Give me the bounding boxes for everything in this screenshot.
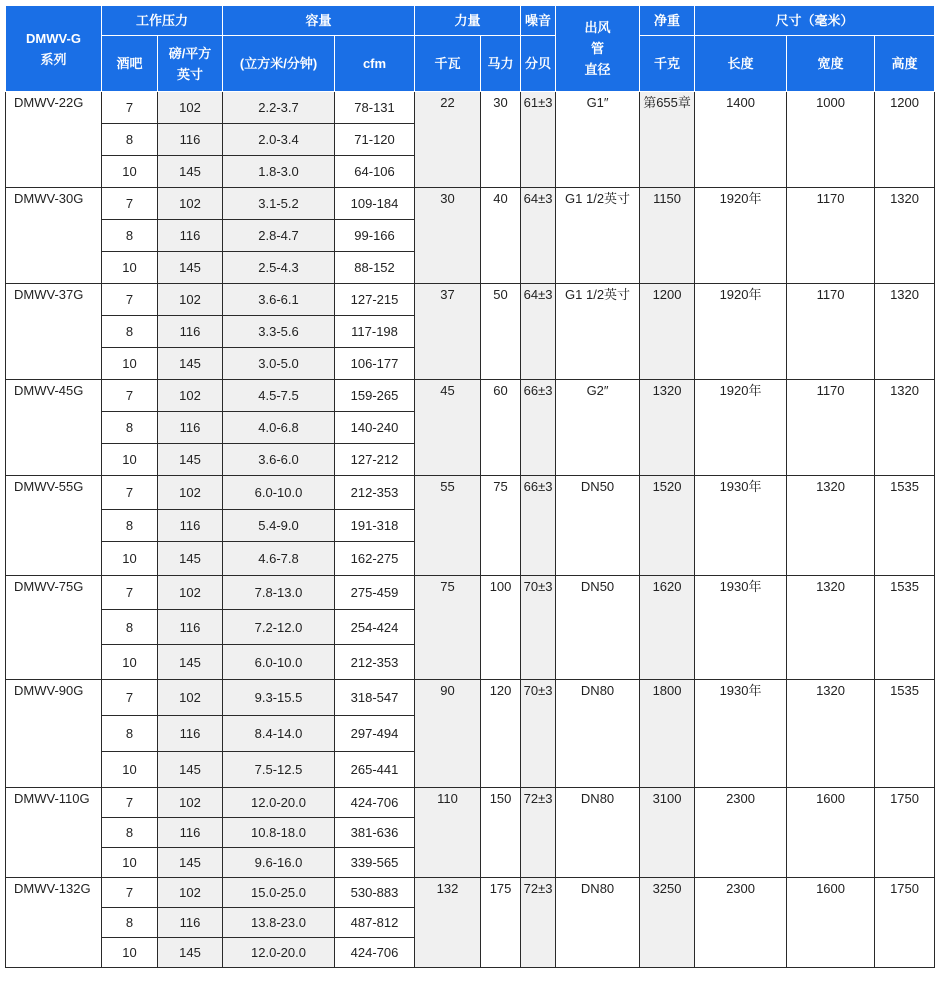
capacity-cfm-cell: 212-353 [335,476,415,510]
bar-cell: 7 [102,788,158,818]
width-cell: 1320 [787,680,875,788]
bar-cell: 8 [102,412,158,444]
bar-cell: 10 [102,938,158,968]
length-cell: 1930年 [695,680,787,788]
capacity-m3-cell: 2.8-4.7 [223,220,335,252]
outlet-diameter-cell: DN80 [556,680,640,788]
outlet-diameter-cell: DN50 [556,576,640,680]
power-hp-cell: 50 [481,284,521,380]
bar-cell: 10 [102,156,158,188]
capacity-cfm-cell: 265-441 [335,752,415,788]
psi-cell: 102 [158,788,223,818]
table-row [6,188,935,220]
model-name-cell: DMWV-75G [6,576,102,680]
model-name-cell: DMWV-110G [6,788,102,878]
capacity-m3-cell: 3.6-6.0 [223,444,335,476]
capacity-m3-cell: 3.3-5.6 [223,316,335,348]
noise-cell: 66±3 [521,476,556,576]
capacity-m3-cell: 3.1-5.2 [223,188,335,220]
capacity-cfm-cell: 88-152 [335,252,415,284]
length-cell: 1930年 [695,476,787,576]
capacity-cfm-cell: 191-318 [335,510,415,542]
bar-cell: 8 [102,908,158,938]
capacity-cfm-cell: 297-494 [335,716,415,752]
capacity-m3-cell: 2.2-3.7 [223,92,335,124]
capacity-header: 容量 [223,6,415,36]
bar-cell: 7 [102,476,158,510]
bar-cell: 8 [102,124,158,156]
capacity-m3-cell: 4.0-6.8 [223,412,335,444]
hp-unit-header: 马力 [481,36,521,92]
width-cell: 1170 [787,380,875,476]
width-cell: 1320 [787,476,875,576]
bar-cell: 8 [102,510,158,542]
psi-cell: 116 [158,908,223,938]
db-unit-header: 分贝 [521,36,556,92]
net-weight-cell: 3250 [640,878,695,968]
bar-cell: 7 [102,576,158,610]
capacity-m3-cell: 6.0-10.0 [223,476,335,510]
power-kw-cell: 55 [415,476,481,576]
length-cell: 2300 [695,788,787,878]
power-kw-cell: 45 [415,380,481,476]
psi-cell: 145 [158,938,223,968]
capacity-m3-cell: 12.0-20.0 [223,938,335,968]
power-header: 力量 [415,6,521,36]
outlet-diameter-cell: G1″ [556,92,640,188]
capacity-m3-cell: 9.3-15.5 [223,680,335,716]
power-hp-cell: 175 [481,878,521,968]
outlet-diameter-header: 出风 管 直径 [556,6,640,92]
psi-cell: 145 [158,752,223,788]
power-hp-cell: 100 [481,576,521,680]
bar-cell: 8 [102,220,158,252]
capacity-cfm-cell: 117-198 [335,316,415,348]
capacity-cfm-cell: 212-353 [335,645,415,680]
bar-cell: 10 [102,444,158,476]
capacity-m3-cell: 5.4-9.0 [223,510,335,542]
capacity-m3-cell: 9.6-16.0 [223,848,335,878]
bar-unit-header: 酒吧 [102,36,158,92]
width-cell: 1000 [787,92,875,188]
psi-cell: 116 [158,716,223,752]
capacity-m3-cell: 6.0-10.0 [223,645,335,680]
psi-cell: 145 [158,542,223,576]
bar-cell: 10 [102,252,158,284]
m3-unit-header: (立方米/分钟) [223,36,335,92]
net-weight-cell: 第655章 [640,92,695,188]
bar-cell: 8 [102,316,158,348]
bar-cell: 7 [102,680,158,716]
capacity-cfm-cell: 99-166 [335,220,415,252]
power-kw-cell: 37 [415,284,481,380]
cfm-unit-header: cfm [335,36,415,92]
power-kw-cell: 22 [415,92,481,188]
outlet-diameter-cell: G1 1/2英寸 [556,284,640,380]
capacity-m3-cell: 8.4-14.0 [223,716,335,752]
height-cell: 1750 [875,788,935,878]
model-name-cell: DMWV-37G [6,284,102,380]
table-row [6,380,935,412]
psi-cell: 102 [158,476,223,510]
length-cell: 1920年 [695,188,787,284]
width-cell: 1170 [787,188,875,284]
psi-cell: 116 [158,412,223,444]
power-kw-cell: 110 [415,788,481,878]
psi-cell: 116 [158,316,223,348]
model-name-cell: DMWV-30G [6,188,102,284]
bar-cell: 8 [102,818,158,848]
capacity-m3-cell: 15.0-25.0 [223,878,335,908]
table-row [6,878,935,908]
capacity-cfm-cell: 254-424 [335,610,415,645]
height-header: 高度 [875,36,935,92]
working-pressure-header: 工作压力 [102,6,223,36]
noise-cell: 70±3 [521,576,556,680]
capacity-cfm-cell: 127-215 [335,284,415,316]
table-body [6,92,935,968]
noise-cell: 61±3 [521,92,556,188]
outlet-diameter-cell: DN80 [556,878,640,968]
capacity-cfm-cell: 64-106 [335,156,415,188]
height-cell: 1320 [875,284,935,380]
table-row [6,788,935,818]
bar-cell: 7 [102,92,158,124]
height-cell: 1750 [875,878,935,968]
psi-cell: 116 [158,220,223,252]
outlet-diameter-cell: DN80 [556,788,640,878]
model-name-cell: DMWV-22G [6,92,102,188]
kw-unit-header: 千瓦 [415,36,481,92]
psi-cell: 145 [158,444,223,476]
capacity-cfm-cell: 275-459 [335,576,415,610]
power-kw-cell: 75 [415,576,481,680]
power-hp-cell: 40 [481,188,521,284]
capacity-cfm-cell: 162-275 [335,542,415,576]
capacity-cfm-cell: 109-184 [335,188,415,220]
psi-cell: 145 [158,156,223,188]
power-hp-cell: 60 [481,380,521,476]
dimensions-header: 尺寸（毫米） [695,6,935,36]
length-header: 长度 [695,36,787,92]
outlet-diameter-cell: DN50 [556,476,640,576]
length-cell: 1920年 [695,284,787,380]
height-cell: 1535 [875,576,935,680]
psi-cell: 116 [158,124,223,156]
noise-header: 噪音 [521,6,556,36]
width-cell: 1600 [787,788,875,878]
power-kw-cell: 90 [415,680,481,788]
bar-cell: 10 [102,848,158,878]
net-weight-cell: 1150 [640,188,695,284]
table-row [6,680,935,716]
table-row [6,476,935,510]
psi-cell: 116 [158,610,223,645]
table-row [6,576,935,610]
psi-cell: 145 [158,645,223,680]
series-header: DMWV-G 系列 [6,6,102,92]
noise-cell: 66±3 [521,380,556,476]
model-name-cell: DMWV-90G [6,680,102,788]
capacity-cfm-cell: 78-131 [335,92,415,124]
bar-cell: 7 [102,380,158,412]
model-name-cell: DMWV-132G [6,878,102,968]
power-hp-cell: 150 [481,788,521,878]
power-hp-cell: 30 [481,92,521,188]
table-header [6,6,935,92]
noise-cell: 64±3 [521,188,556,284]
capacity-m3-cell: 7.5-12.5 [223,752,335,788]
psi-cell: 145 [158,848,223,878]
bar-cell: 8 [102,716,158,752]
length-cell: 1400 [695,92,787,188]
psi-cell: 102 [158,878,223,908]
capacity-m3-cell: 7.8-13.0 [223,576,335,610]
power-kw-cell: 30 [415,188,481,284]
bar-cell: 10 [102,645,158,680]
bar-cell: 10 [102,348,158,380]
bar-cell: 7 [102,878,158,908]
capacity-cfm-cell: 318-547 [335,680,415,716]
capacity-cfm-cell: 487-812 [335,908,415,938]
kg-unit-header: 千克 [640,36,695,92]
length-cell: 2300 [695,878,787,968]
net-weight-header: 净重 [640,6,695,36]
length-cell: 1920年 [695,380,787,476]
capacity-cfm-cell: 106-177 [335,348,415,380]
net-weight-cell: 1800 [640,680,695,788]
capacity-m3-cell: 3.0-5.0 [223,348,335,380]
psi-cell: 145 [158,252,223,284]
psi-cell: 102 [158,576,223,610]
net-weight-cell: 1200 [640,284,695,380]
noise-cell: 72±3 [521,788,556,878]
capacity-cfm-cell: 424-706 [335,938,415,968]
capacity-m3-cell: 3.6-6.1 [223,284,335,316]
capacity-cfm-cell: 381-636 [335,818,415,848]
height-cell: 1535 [875,680,935,788]
net-weight-cell: 3100 [640,788,695,878]
net-weight-cell: 1520 [640,476,695,576]
height-cell: 1535 [875,476,935,576]
capacity-cfm-cell: 159-265 [335,380,415,412]
psi-cell: 102 [158,380,223,412]
capacity-m3-cell: 10.8-18.0 [223,818,335,848]
capacity-cfm-cell: 424-706 [335,788,415,818]
net-weight-cell: 1320 [640,380,695,476]
psi-cell: 102 [158,284,223,316]
table-row [6,284,935,316]
height-cell: 1200 [875,92,935,188]
capacity-m3-cell: 4.5-7.5 [223,380,335,412]
capacity-m3-cell: 1.8-3.0 [223,156,335,188]
bar-cell: 7 [102,284,158,316]
capacity-cfm-cell: 339-565 [335,848,415,878]
width-cell: 1170 [787,284,875,380]
power-kw-cell: 132 [415,878,481,968]
table-row [6,92,935,124]
bar-cell: 7 [102,188,158,220]
height-cell: 1320 [875,188,935,284]
noise-cell: 64±3 [521,284,556,380]
width-header: 宽度 [787,36,875,92]
power-hp-cell: 75 [481,476,521,576]
height-cell: 1320 [875,380,935,476]
capacity-cfm-cell: 71-120 [335,124,415,156]
capacity-m3-cell: 2.0-3.4 [223,124,335,156]
capacity-m3-cell: 2.5-4.3 [223,252,335,284]
outlet-diameter-cell: G1 1/2英寸 [556,188,640,284]
power-hp-cell: 120 [481,680,521,788]
model-name-cell: DMWV-55G [6,476,102,576]
bar-cell: 10 [102,752,158,788]
capacity-cfm-cell: 140-240 [335,412,415,444]
model-name-cell: DMWV-45G [6,380,102,476]
length-cell: 1930年 [695,576,787,680]
psi-unit-header: 磅/平方 英寸 [158,36,223,92]
capacity-m3-cell: 13.8-23.0 [223,908,335,938]
psi-cell: 102 [158,92,223,124]
bar-cell: 8 [102,610,158,645]
psi-cell: 116 [158,818,223,848]
capacity-m3-cell: 4.6-7.8 [223,542,335,576]
capacity-cfm-cell: 127-212 [335,444,415,476]
noise-cell: 70±3 [521,680,556,788]
width-cell: 1600 [787,878,875,968]
spec-table [5,5,935,968]
psi-cell: 116 [158,510,223,542]
bar-cell: 10 [102,542,158,576]
psi-cell: 102 [158,680,223,716]
capacity-m3-cell: 7.2-12.0 [223,610,335,645]
noise-cell: 72±3 [521,878,556,968]
outlet-diameter-cell: G2″ [556,380,640,476]
width-cell: 1320 [787,576,875,680]
psi-cell: 145 [158,348,223,380]
psi-cell: 102 [158,188,223,220]
capacity-cfm-cell: 530-883 [335,878,415,908]
net-weight-cell: 1620 [640,576,695,680]
capacity-m3-cell: 12.0-20.0 [223,788,335,818]
